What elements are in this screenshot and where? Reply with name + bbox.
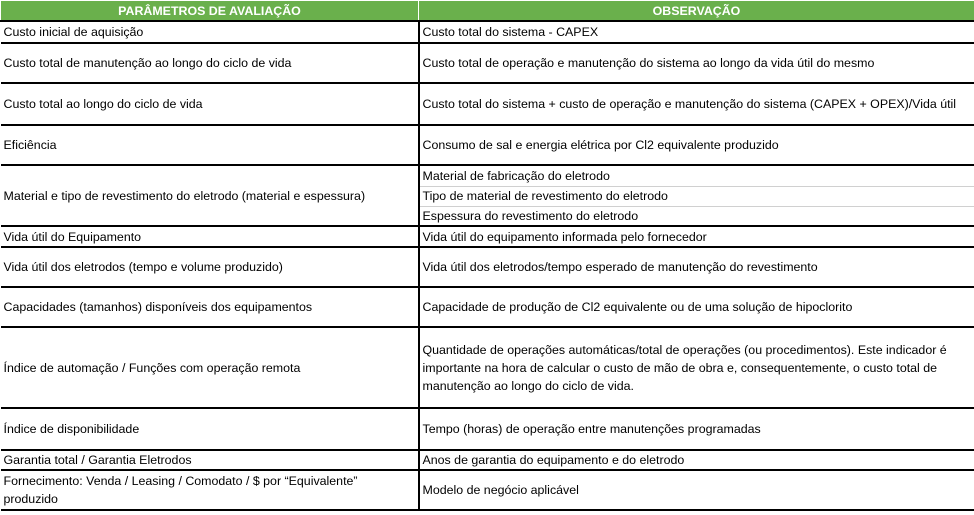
- param-cell: Garantia total / Garantia Eletrodos: [1, 450, 419, 470]
- table-row: [1, 287, 974, 327]
- table-row: [1, 83, 974, 125]
- table-row: [1, 21, 974, 43]
- obs-cell: Espessura do revestimento do eletrodo: [419, 206, 974, 226]
- table-row: [1, 408, 974, 450]
- param-cell: Índice de disponibilidade: [1, 408, 419, 450]
- obs-cell: Tempo (horas) de operação entre manutenções programadas: [419, 408, 974, 450]
- table-row: [1, 470, 974, 510]
- header-row: [1, 1, 974, 22]
- param-cell: Eficiência: [1, 125, 419, 165]
- table-row: [1, 247, 974, 287]
- param-cell: Índice de automação / Funções com operação remota: [1, 327, 419, 408]
- param-cell: Custo inicial de aquisição: [1, 21, 419, 43]
- table-row: [1, 165, 974, 186]
- table-row: [1, 125, 974, 165]
- obs-cell: Tipo de material de revestimento do eletrodo: [419, 186, 974, 206]
- table-row: [1, 226, 974, 247]
- obs-cell: Quantidade de operações automáticas/total de operações (ou procedimentos). Este indicador é importante na hora de calcular o custo de mão de obra e, consequentemente, o custo total de manutenção ao longo do ciclo de vida.: [419, 327, 974, 408]
- param-cell: Custo total ao longo do ciclo de vida: [1, 83, 419, 125]
- obs-cell: Material de fabricação do eletrodo: [419, 165, 974, 186]
- obs-cell: Custo total do sistema + custo de operação e manutenção do sistema (CAPEX + OPEX)/Vida útil: [419, 83, 974, 125]
- obs-cell: Custo total de operação e manutenção do sistema ao longo da vida útil do mesmo: [419, 43, 974, 83]
- param-cell: Material e tipo de revestimento do eletrodo (material e espessura): [1, 165, 419, 226]
- param-cell: Vida útil do Equipamento: [1, 226, 419, 247]
- header-parameters: PARÂMETROS DE AVALIAÇÃO: [1, 1, 419, 22]
- obs-cell: Consumo de sal e energia elétrica por Cl2 equivalente produzido: [419, 125, 974, 165]
- table-row: [1, 327, 974, 408]
- obs-cell: Custo total do sistema - CAPEX: [419, 21, 974, 43]
- obs-cell: Vida útil do equipamento informada pelo fornecedor: [419, 226, 974, 247]
- param-cell: Capacidades (tamanhos) disponíveis dos equipamentos: [1, 287, 419, 327]
- obs-cell: Capacidade de produção de Cl2 equivalente ou de uma solução de hipoclorito: [419, 287, 974, 327]
- header-observation: OBSERVAÇÃO: [419, 1, 974, 22]
- obs-cell: Vida útil dos eletrodos/tempo esperado de manutenção do revestimento: [419, 247, 974, 287]
- param-cell: Fornecimento: Venda / Leasing / Comodato / $ por “Equivalente” produzido: [1, 470, 419, 510]
- obs-cell: Modelo de negócio aplicável: [419, 470, 974, 510]
- obs-cell: Anos de garantia do equipamento e do eletrodo: [419, 450, 974, 470]
- param-cell: Vida útil dos eletrodos (tempo e volume produzido): [1, 247, 419, 287]
- table-row: [1, 450, 974, 470]
- table-row: [1, 43, 974, 83]
- param-cell: Custo total de manutenção ao longo do ciclo de vida: [1, 43, 419, 83]
